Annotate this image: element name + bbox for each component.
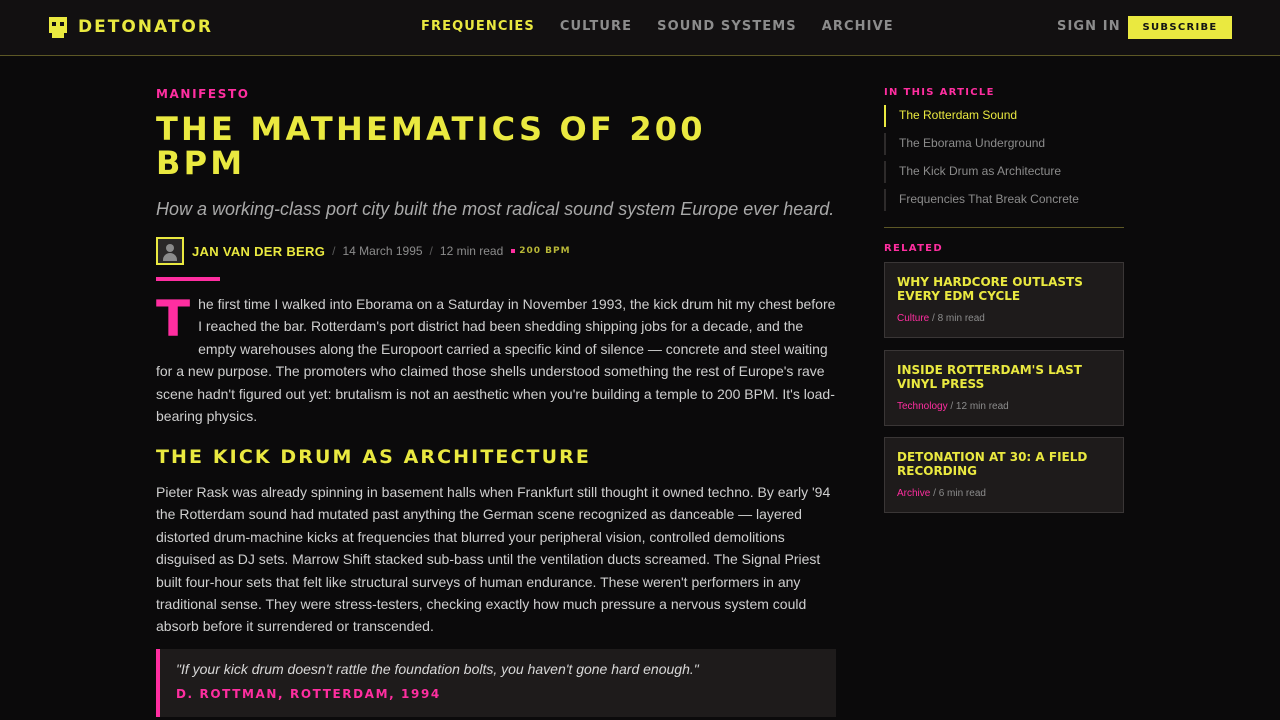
publish-date: 14 March 1995: [342, 244, 423, 258]
related-card-meta: [897, 401, 1009, 412]
article-paragraph: [156, 290, 836, 427]
article-kicker: MANIFESTO: [156, 87, 250, 101]
subscribe-button[interactable]: SUBSCRIBE: [1128, 16, 1232, 39]
toc-item-rotterdam-sound[interactable]: The Rotterdam Sound: [884, 105, 1079, 127]
toc-item-frequencies[interactable]: Frequencies That Break Concrete: [884, 189, 1079, 211]
related-card-meta: [897, 488, 986, 499]
related-card[interactable]: [884, 437, 1124, 513]
divider: [884, 227, 1124, 228]
separator: /: [429, 244, 433, 258]
related-card-read-time: / 12 min read: [947, 401, 1009, 412]
sign-in-link[interactable]: SIGN IN: [1057, 19, 1121, 34]
related-card-title: DETONATION AT 30: A FIELD RECORDING: [897, 450, 1088, 478]
related-card-category: Culture: [897, 313, 930, 324]
article-title: THE MATHEMATICS OF 200 BPM: [156, 110, 706, 182]
byline: [156, 237, 571, 265]
article-subtitle: How a working-class port city built the most radical sound system Europe ever heard.: [156, 199, 835, 219]
separator: /: [332, 244, 336, 258]
related-card-meta: [897, 313, 985, 324]
table-of-contents: [884, 105, 1079, 217]
related-card[interactable]: [884, 350, 1124, 426]
toc-heading: IN THIS ARTICLE: [884, 87, 995, 98]
skull-pixel-icon: [49, 17, 67, 38]
bpm-dot-icon: [511, 249, 515, 253]
paragraph-text: he first time I walked into Eborama on a Saturday in November 1993, the kick drum hit my chest before I reached the bar. Rotterdam's port district had been shedding shipping jobs for a decade, and the empty warehouses along the Europoort carried a specific kind of silence — concrete and steel waiting for a new purpose. The promoters who claimed those shells understood something the rest of Europe's rave scene hadn't figured out yet: brutalism is not an aesthetic when you're building a temple to 200 BPM. It's load-bearing physics.: [156, 296, 836, 425]
toc-item-eborama-underground[interactable]: The Eborama Underground: [884, 133, 1079, 155]
related-heading: RELATED: [884, 243, 943, 254]
related-card-title: INSIDE ROTTERDAM'S LAST VINYL PRESS: [897, 363, 1082, 391]
related-card-category: Archive: [897, 488, 931, 499]
pull-quote: [156, 649, 836, 717]
related-card-read-time: / 6 min read: [930, 488, 986, 499]
logo-text: DETONATOR: [78, 17, 213, 37]
related-card-title: WHY HARDCORE OUTLASTS EVERY EDM CYCLE: [897, 275, 1083, 303]
article-paragraph: Pieter Rask was already spinning in basement halls when Frankfurt still thought it owned techno. By early '94 the Rotterdam sound had mutated past anything the German scene recognized as danceable — layered distorted drum-machine kicks at frequencies that blurred your peripheral vision, controlled demolitions disguised as DJ sets. Marrow Shift stacked sub-bass until the ventilation ducts screamed. The Signal Priest built four-hour sets that felt like structural surveys of human endurance. These weren't performers in any traditional sense. They were stress-testers, checking exactly how much pressure a nervous system could absorb before it surrendered or transcended.: [156, 484, 831, 635]
related-card-category: Technology: [897, 401, 948, 412]
nav-link-frequencies[interactable]: FREQUENCIES: [421, 19, 535, 34]
bpm-tag: 200 BPM: [519, 246, 571, 256]
logo[interactable]: [49, 16, 213, 38]
drop-cap: T: [156, 290, 191, 348]
user-icon: [166, 244, 174, 252]
related-card[interactable]: [884, 262, 1124, 338]
avatar[interactable]: [156, 237, 184, 265]
section-heading: THE KICK DRUM AS ARCHITECTURE: [156, 446, 591, 468]
nav-link-culture[interactable]: CULTURE: [559, 19, 633, 34]
read-time: 12 min read: [439, 244, 504, 258]
nav-links: [421, 19, 919, 34]
top-nav: [0, 0, 1280, 56]
divider: [156, 277, 220, 281]
related-card-read-time: / 8 min read: [929, 313, 985, 324]
nav-link-sound-systems[interactable]: SOUND SYSTEMS: [657, 19, 797, 34]
nav-link-archive[interactable]: ARCHIVE: [821, 19, 894, 34]
quote-text: "If your kick drum doesn't rattle the foundation bolts, you haven't gone hard enough.": [176, 661, 699, 677]
quote-citation: D. ROTTMAN, ROTTERDAM, 1994: [176, 687, 441, 701]
author-name[interactable]: JAN VAN DER BERG: [192, 243, 326, 259]
toc-item-kick-drum[interactable]: The Kick Drum as Architecture: [884, 161, 1079, 183]
